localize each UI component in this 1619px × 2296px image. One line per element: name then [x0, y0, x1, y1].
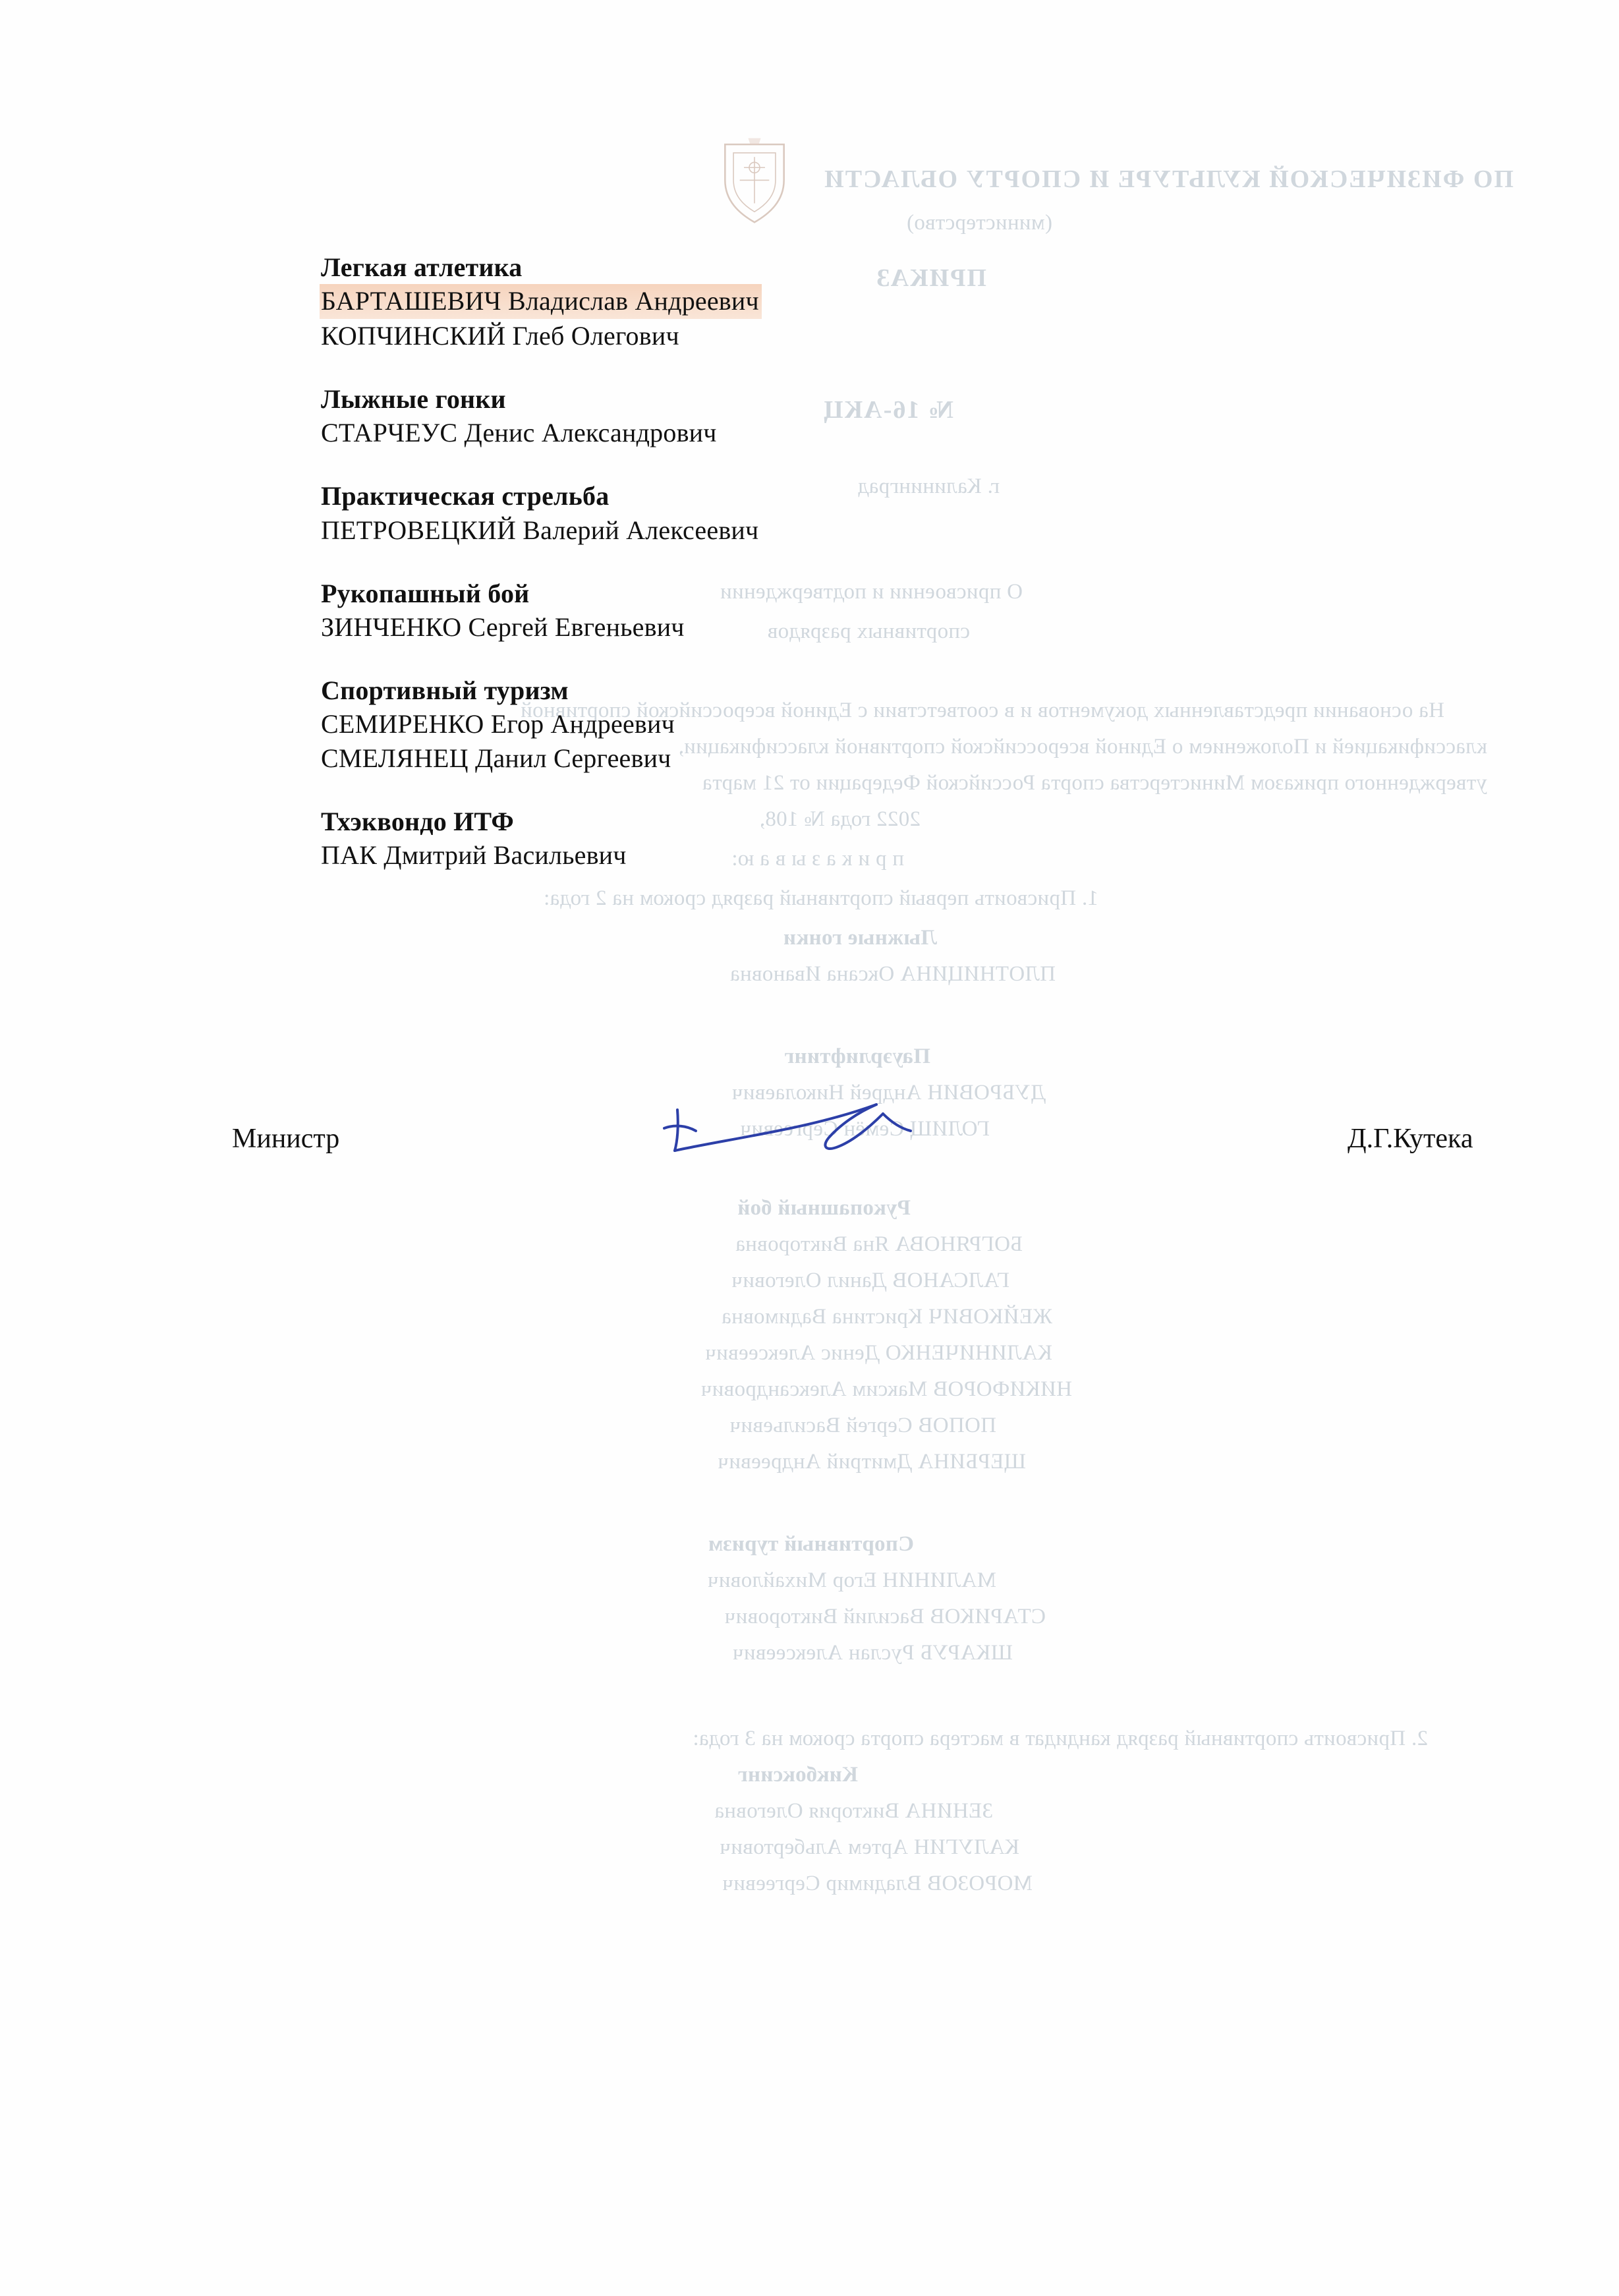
person-name: ЗИНЧЕНКО Сергей Евгеньевич: [321, 612, 685, 642]
bleed-line: г. Калининград: [857, 474, 1000, 498]
bleed-line: Рукопашный бой: [737, 1196, 911, 1220]
signature-block: [0, 1114, 1619, 1193]
sport-name: Тхэквондо ИТФ: [321, 806, 514, 836]
sport-group: [321, 479, 1243, 547]
person-name: КОПЧИНСКИЙ Глеб Олегович: [321, 321, 679, 351]
bleed-line: ЖЕЙКОВИЧ Кристина Вадимовна: [721, 1305, 1052, 1329]
bleed-line: классификацией и Положением о Единой всероссийской спортивной классификации,: [678, 735, 1487, 759]
coat-of-arms-emblem-icon: [702, 132, 807, 231]
sport-name: Легкая атлетика: [321, 252, 523, 282]
bleed-line: п р и к а з ы в а ю:: [731, 847, 904, 871]
bleed-line: Спортивный туризм: [708, 1532, 914, 1556]
bleed-line: МОРОЗОВ Владимир Сергеевич: [722, 1872, 1033, 1895]
sport-group: [321, 382, 1243, 450]
bleed-line: ГОЛИЩ Семён Сергеевич: [740, 1117, 990, 1141]
sport-name: Практическая стрельба: [321, 481, 610, 511]
bleed-line: Пауэрлифтинг: [784, 1045, 930, 1068]
bleed-line: утвержденного приказом Министерства спорта Российской Федерации от 21 марта: [702, 771, 1487, 795]
bleed-line: ПО ФИЗИЧЕСКОЙ КУЛЬТУРЕ И СПОРТУ ОБЛАСТИ: [823, 165, 1514, 193]
bleed-line: ЗЕНИНА Виктория Олеговна: [714, 1799, 993, 1823]
signer-name: Д.Г.Кутека: [1348, 1124, 1473, 1154]
sport-name: Спортивный туризм: [321, 675, 569, 705]
person-name: СЕМИРЕНКО Егор Андреевич: [321, 708, 675, 739]
bleed-line: ШКАРУБ Руслан Алексеевич: [732, 1641, 1013, 1665]
sport-group: [321, 250, 1243, 353]
sport-group: [321, 805, 1243, 873]
bleed-line: НИКИФОРОВ Максим Александрович: [700, 1377, 1072, 1401]
person-name: ПЕТРОВЕЦКИЙ Валерий Алексеевич: [321, 515, 759, 545]
bleed-line: МАЛИНИН Егор Михайлович: [707, 1568, 996, 1592]
signer-position: Министр: [232, 1124, 340, 1154]
bleed-line: КАЛИНИЧЕНКО Денис Алексеевич: [705, 1341, 1052, 1365]
bleed-line: ДУБРОВИН Андрей Николаевич: [731, 1081, 1046, 1105]
bleed-line: КАЛУГИН Артем Альбертович: [720, 1835, 1019, 1859]
sport-groups-list: [321, 250, 1243, 902]
bleed-line: ПОПОВ Сергей Васильевич: [729, 1414, 996, 1437]
bleed-line: 2. Присвоить спортивный разряд кандидат в мастера спорта сроком на 3 года:: [693, 1727, 1428, 1750]
sport-name: Лыжные гонки: [321, 384, 506, 415]
bleed-line: спортивных разрядов: [767, 619, 970, 643]
person-name: СМЕЛЯНЕЦ Данил Сергеевич: [321, 743, 671, 773]
bleed-line: Кикбоксинг: [737, 1763, 858, 1787]
bleed-line: ГАЛСАНОВ Данил Олегович: [731, 1269, 1009, 1292]
handwritten-signature-icon: [659, 1087, 942, 1186]
bleed-line: На основании представленных документов и в соответствии с Единой всероссийской спортивной: [520, 699, 1444, 722]
bleed-line: 1. Присвоить первый спортивный разряд сроком на 2 года:: [543, 886, 1098, 910]
bleed-line: 2022 года № 108,: [759, 807, 921, 831]
sport-group: [321, 577, 1243, 645]
bleed-line: ПЛОТНИЦИНА Оксана Ивановна: [729, 962, 1056, 986]
bleed-line: № 16-АКЦ: [822, 396, 953, 424]
bleed-line: СТАРИКОВ Василий Викторович: [724, 1605, 1046, 1628]
bleed-line: Лыжные гонки: [783, 926, 937, 950]
bleed-line: (министерство): [906, 211, 1052, 235]
sport-group: [321, 674, 1243, 776]
highlighted-person-name: БАРТАШЕВИЧ Владислав Андреевич: [320, 284, 762, 319]
bleed-line: ЩЕРБИНА Дмитрий Андреевич: [718, 1450, 1026, 1474]
bleed-line: БОГРЯНОВА Яна Викторовна: [735, 1232, 1023, 1256]
sport-name: Рукопашный бой: [321, 578, 530, 608]
person-name: СТАРЧЕУС Денис Александрович: [321, 418, 717, 448]
bleed-line: ПРИКАЗ: [875, 264, 986, 292]
person-name: ПАК Дмитрий Васильевич: [321, 840, 627, 871]
person-name: [321, 284, 1243, 319]
bleed-line: О присвоении и подтверждении: [720, 580, 1023, 604]
